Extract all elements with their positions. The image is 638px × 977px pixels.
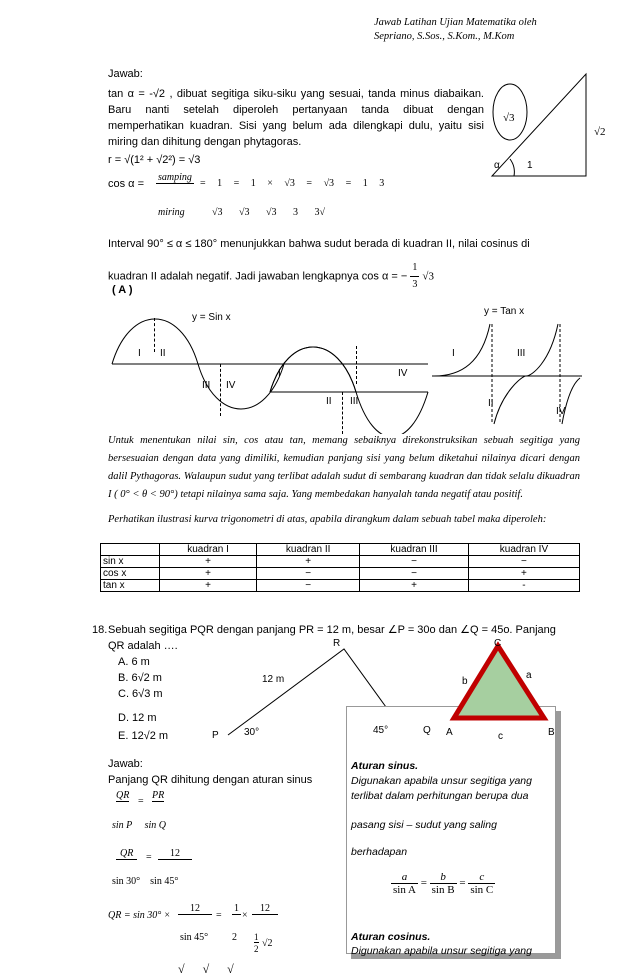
sol18-line-1: Panjang QR dihitung dengan aturan sinus — [108, 774, 313, 786]
sine-graph — [110, 314, 430, 434]
f1-den: sin P sin Q — [112, 820, 166, 831]
cos-samping: samping — [158, 172, 192, 183]
question-text-2: QR adalah …. — [108, 640, 178, 652]
cos-den: √3 — [212, 207, 223, 218]
f3-eq: = — [216, 910, 222, 921]
cos-term: × — [267, 178, 273, 189]
sin-label: II — [160, 348, 166, 359]
option-b: B. 6√2 m — [118, 672, 162, 684]
table-row — [101, 556, 580, 568]
cos-prefix: cos α = — [108, 178, 145, 190]
quadrant-sign-table — [100, 543, 580, 592]
f3-den4: 2 — [254, 944, 259, 954]
sin-title: y = Sin x — [192, 312, 231, 323]
f3-half: 1 — [234, 903, 239, 914]
table-header: kuadran IV — [468, 544, 579, 556]
cos-chain — [200, 178, 384, 189]
bottom-radicals: √ √ √ — [178, 962, 234, 976]
f3-den1: sin 45° — [180, 932, 209, 943]
cos-den: √3 — [266, 207, 277, 218]
side-a: a — [526, 670, 532, 681]
kuadran-line — [108, 260, 434, 293]
cos-term: 1 — [250, 178, 256, 189]
r-equation: r = √(1² + √2²) = √3 — [108, 154, 201, 166]
table-header: kuadran II — [257, 544, 360, 556]
hyp-label: √3 — [503, 112, 515, 124]
f3-den2: 2 — [232, 932, 237, 943]
cos-miring: miring — [158, 207, 185, 218]
table-cell: tan x — [101, 580, 160, 592]
vertex-c: C — [494, 638, 502, 649]
angle-q-label: 45° — [373, 725, 389, 736]
note-body-4: Digunakan apabila unsur segitiga yang — [351, 945, 532, 957]
sin-label: III — [202, 380, 211, 391]
note-body-3: berhadapan — [351, 846, 408, 858]
angle-p-label: 30° — [244, 727, 260, 738]
law-eq: = — [459, 877, 466, 890]
f3-times: × — [242, 910, 248, 921]
table-row — [101, 580, 580, 592]
tan-label: IV — [556, 406, 566, 417]
cos-den: √3 — [239, 207, 250, 218]
f3-num: 12 — [178, 903, 212, 915]
header-line-2: Sepriano, S.Sos., S.Kom., M.Kom — [374, 31, 515, 42]
cos-term: = — [233, 178, 240, 189]
option-d: D. 12 m — [118, 712, 157, 724]
table-cell: + — [159, 580, 256, 592]
law-fraction: $\frac{a}{\text{sin A}}$ — [393, 871, 416, 896]
header-line-1: Jawab Latihan Ujian Matematika oleh — [374, 17, 537, 28]
triangle-outline — [492, 74, 586, 176]
vertex-r: R — [333, 638, 341, 649]
cos-term: 1 — [362, 178, 368, 189]
tan-label: III — [517, 348, 526, 359]
explanation-summary: Perhatikan ilustrasi kurva trigonometri di atas, apabila dirangkum dalam sebuah tabel maka diperoleh: — [108, 514, 547, 525]
f1-num-right: PR — [152, 790, 165, 801]
angle-arc — [510, 159, 514, 176]
table-cell: - — [468, 580, 579, 592]
table-cell: cos x — [101, 568, 160, 580]
cos-term: = — [306, 178, 313, 189]
option-a: A. 6 m — [118, 656, 150, 668]
f2-num-left: QR — [116, 848, 137, 860]
sin-label: IV — [398, 368, 408, 379]
f2-eq: = — [146, 852, 152, 863]
fraction-num: 1 — [410, 260, 419, 277]
sin-label: II — [326, 396, 332, 407]
vertex-q: Q — [423, 725, 431, 736]
sin-label: I — [278, 368, 281, 379]
sine-law — [391, 871, 495, 896]
law-fraction: $\frac{b}{\text{sin B}}$ — [431, 871, 455, 896]
vertex-a: A — [446, 727, 453, 738]
table-cell: − — [257, 568, 360, 580]
jawab-label-17: Jawab: — [108, 68, 143, 80]
side-c: c — [498, 731, 503, 742]
answer-17: ( A ) — [112, 284, 133, 296]
law-fraction: $\frac{c}{\text{sin C}}$ — [470, 871, 494, 896]
side-b: b — [462, 676, 468, 687]
table-header-row — [101, 544, 580, 556]
tan-label: I — [452, 348, 455, 359]
note-body-1: Digunakan apabila unsur segitiga yang terlibat dalam perhitungan berupa dua — [351, 775, 532, 802]
cos-term: = — [200, 178, 206, 189]
sin-label: IV — [226, 380, 236, 391]
question-text-1: Sebuah segitiga PQR dengan panjang PR = 12 m, besar ∠P = 30o dan ∠Q = 45o. Panjang — [108, 624, 556, 636]
table-header: kuadran I — [159, 544, 256, 556]
cos-term: 1 — [217, 178, 223, 189]
fraction-den: 3 — [412, 279, 418, 290]
note-title-sinus: Aturan sinus. — [351, 760, 419, 772]
f3-left: QR = sin 30° × — [108, 910, 171, 921]
guide-line — [154, 318, 155, 352]
fraction-tail: √3 — [422, 270, 434, 283]
sin-label: III — [350, 396, 359, 407]
option-c: C. 6√3 m — [118, 688, 163, 700]
sine-curve-2a — [270, 347, 356, 392]
rules-note-box — [346, 706, 556, 957]
table-cell: − — [468, 556, 579, 568]
tan-curve — [494, 324, 558, 424]
tan-title: y = Tan x — [484, 306, 525, 317]
table-cell: + — [159, 556, 256, 568]
guide-line — [220, 364, 221, 416]
vertex-p: P — [212, 730, 219, 741]
f1-num-left: QR — [116, 790, 130, 801]
opp-label: √2 — [594, 126, 606, 138]
guide-line — [342, 392, 343, 434]
table-header: kuadran III — [360, 544, 469, 556]
table-cell: + — [468, 568, 579, 580]
cos-den: 3 — [293, 207, 298, 218]
alpha-label: α — [494, 160, 500, 171]
cos-term: √3 — [323, 178, 335, 189]
note-text — [351, 759, 551, 860]
note-body-2: pasang sisi – sudut yang saling — [351, 819, 497, 831]
tan-label: II — [488, 398, 494, 409]
adj-label: 1 — [527, 160, 533, 171]
f3-num2: 12 — [252, 903, 278, 915]
sine-curve-2 — [270, 347, 428, 434]
cos-term: √3 — [284, 178, 295, 189]
table-cell: + — [360, 580, 469, 592]
interval-line: Interval 90° ≤ α ≤ 180° menunjukkan bahwa sudut berada di kuadran II, nilai cosinus di — [108, 238, 530, 250]
page-header — [374, 16, 537, 44]
table-cell: + — [257, 556, 360, 568]
right-triangle-diagram — [490, 70, 630, 182]
kuadran-text: kuadran II adalah negatif. Jadi jawaban lengkapnya cos α = − — [108, 270, 408, 283]
jawab-label-18: Jawab: — [108, 758, 143, 770]
f2-num-right: 12 — [158, 848, 192, 860]
table-row — [101, 568, 580, 580]
note-title-cosinus: Aturan cosinus. — [351, 931, 431, 943]
table-cell: sin x — [101, 556, 160, 568]
cos-den: 3√ — [314, 207, 325, 218]
answer-fraction — [410, 260, 419, 293]
explanation-paragraph: Untuk menentukan nilai sin, cos atau tan, memang sebaiknya direkonstruksikan sebuah segitiga yang bersesuaian dengan data yang dimiliki, kemudian panjang sisi yang belum diketahui nilainya dicari dengan dalil Pythagoras. Walaupun sudut yang terlibat adalah sudut di sembarang kuadran dan tidak selalu dikuadran I ( 0° < θ < 90°) tetapi nilainya sama saja. Yang membedakan hanyalah tanda negatif atau positif. — [108, 435, 580, 500]
table-cell: + — [159, 568, 256, 580]
guide-line — [356, 346, 357, 384]
f3-den3: 1 — [254, 932, 259, 942]
cos-denominators — [212, 207, 325, 218]
cos-term: 3 — [379, 178, 385, 189]
table-cell: − — [257, 580, 360, 592]
option-e: E. 12√2 m — [118, 730, 169, 742]
f3-den5: √2 — [262, 938, 273, 949]
table-cell: − — [360, 556, 469, 568]
sol17-paragraph: tan α = -√2 , dibuat segitiga siku-siku yang sesuai, tanda minus diabaikan. Baru nanti setelah diperoleh pertanyaan tanda dibuat dengan memperhatikan kuadran. Sisi yang belum ada dilengkapi dulu, yaitu sisi miring dan dihitung dengan phytagoras. — [108, 88, 484, 148]
question-number: 18. — [92, 624, 108, 636]
law-eq: = — [420, 877, 427, 890]
tan-curve — [562, 378, 580, 424]
table-header — [101, 544, 160, 556]
sin-label: I — [138, 348, 141, 359]
cos-term: = — [345, 178, 352, 189]
table-cell: − — [360, 568, 469, 580]
side-pr-label: 12 m — [262, 674, 285, 685]
f2-den: sin 30° sin 45° — [112, 876, 179, 887]
tan-curve — [434, 324, 490, 376]
vertex-b: B — [548, 727, 555, 738]
f1-eq: = — [138, 796, 144, 807]
